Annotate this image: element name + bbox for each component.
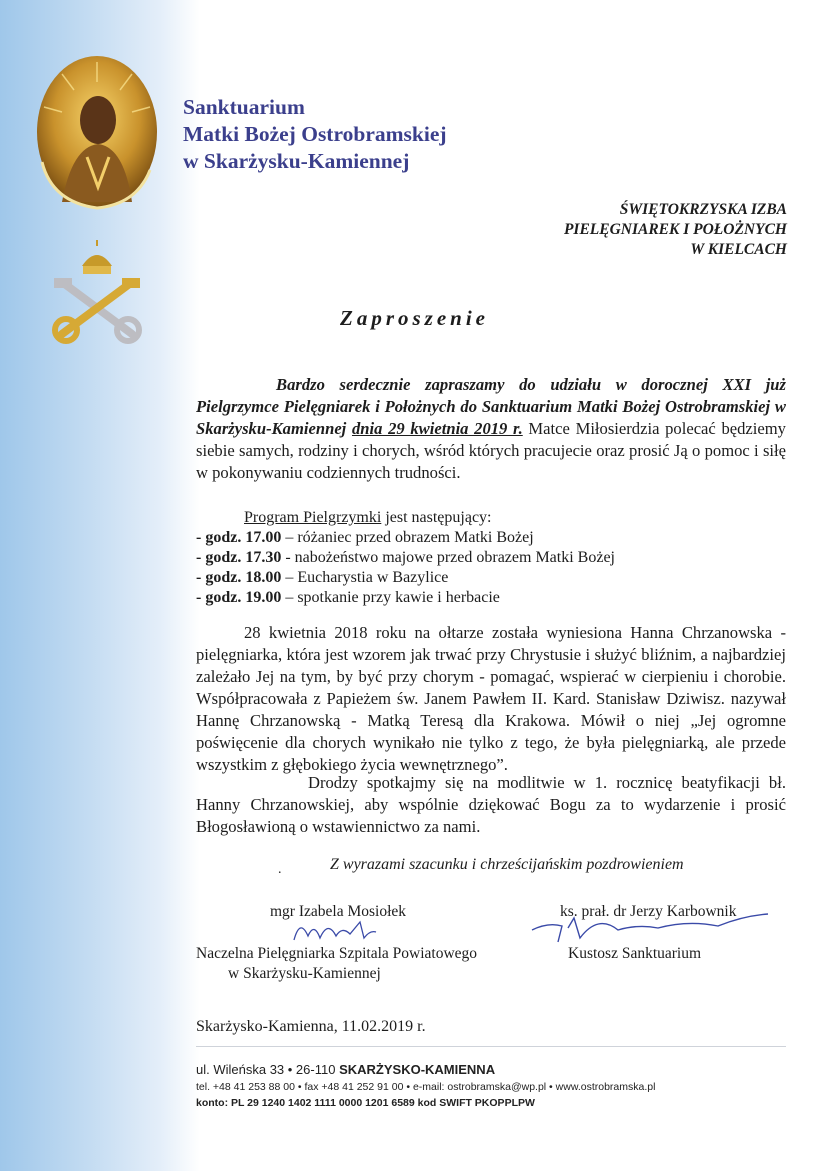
intro-paragraph — [196, 374, 786, 484]
signer-left-role1: Naczelna Pielęgniarka Szpitala Powiatowego — [196, 945, 478, 962]
place-date: Skarżysko-Kamienna, 11.02.2019 r. — [196, 1018, 426, 1035]
body-paragraph-1: 28 kwietnia 2018 roku na ołtarze została wyniesiona Hanna Chrzanowska - pielęgniarka, która jest wzorem jak trwać przy Chrystusie i służyć bliźnim, a najbardziej zależało Jej na tym, by być przy chorym - pomagać, wspierać w cierpieniu i chorobie. Współpracowała z Papieżem św. Janem Pawłem II. Kard. Stanisław Dziwisz. nazywał Hannę Chrzanowską - Matką Teresą dla Krakowa. Mówił o niej „Jej ogromne poświęcenie dla chorych wynikało nie tylko z tego, że była pielęgniarką, ale przede wszystkim z głębokiego życia wewnętrznego”. — [196, 623, 786, 774]
list-item — [196, 588, 756, 608]
program-desc: - nabożeństwo majowe przed obrazem Matki Bożej — [285, 549, 615, 566]
program-desc: – różaniec przed obrazem Matki Bożej — [285, 529, 534, 546]
letterhead-line1: Sanktuarium — [183, 95, 305, 119]
footer-account: konto: PL 29 1240 1402 1111 0000 1201 6589 kod SWIFT PKOPPLPW — [196, 1097, 535, 1109]
document-title: Zaproszenie — [340, 306, 489, 330]
letterhead-line3: w Skarżysku-Kamiennej — [183, 149, 410, 173]
program-time: - godz. 19.00 — [196, 589, 282, 606]
list-item — [196, 528, 756, 548]
body-paragraph-2: Drodzy spotkajmy się na modlitwie w 1. rocznicę beatyfikacji bł. Hanny Chrzanowskiej, aby wspólnie dziękować Bogu za to wydarzenie i prosić Błogosławioną o wstawiennictwo za nami. — [196, 773, 786, 836]
footer-divider — [196, 1046, 786, 1047]
recipient-line1: ŚWIĘTOKRZYSKA IZBA — [619, 201, 787, 218]
footer-address-city: SKARŻYSKO-KAMIENNA — [339, 1062, 496, 1077]
program-time: - godz. 17.00 — [196, 529, 282, 546]
list-item — [196, 568, 756, 588]
footer — [196, 1062, 655, 1109]
footer-address-street: ul. Wileńska 33 • 26-110 — [196, 1062, 336, 1077]
program-time: - godz. 18.00 — [196, 569, 282, 586]
program-time: - godz. 17.30 — [196, 549, 282, 566]
letterhead-title — [183, 94, 447, 175]
footer-address — [196, 1062, 655, 1077]
recipient-line2: PIELĘGNIAREK I POŁOŻNYCH — [563, 221, 787, 238]
program-list — [196, 508, 756, 608]
list-item — [196, 548, 756, 568]
signer-right-name: ks. prał. dr Jerzy Karbownik — [560, 903, 737, 920]
letterhead-line2: Matki Bożej Ostrobramskiej — [183, 122, 447, 146]
recipient-line3: W KIELCACH — [690, 241, 787, 258]
program-desc: – Eucharystia w Bazylice — [285, 569, 449, 586]
intro-rest: Matce Miłosierdzia polecać będziemy siebie samych, rodziny i chorych, wśród których pracujecie oraz prosić Ją o pomoc i siłę w pokonywaniu codziennych trudności. — [196, 419, 786, 482]
closing-dot: . — [278, 862, 282, 877]
program-heading-underlined: Program Pielgrzymki — [244, 509, 382, 526]
signer-left-role2: w Skarżysku-Kamiennej — [228, 965, 381, 982]
intro-date: dnia 29 kwietnia 2019 r. — [351, 419, 523, 438]
closing-salutation: Z wyrazami szacunku i chrześcijańskim pozdrowieniem — [330, 856, 684, 873]
madonna-icon — [32, 52, 162, 212]
intro-lead: Bardzo serdecznie zapraszamy do udziału w dorocznej XXI już Pielgrzymce Pielęgniarek i Położnych do Sanktuarium Matki Bożej Ostrobramskiej w Skarżysku-Kamiennej — [196, 375, 786, 438]
signature-left-mark — [290, 916, 380, 946]
signer-left-name: mgr Izabela Mosiołek — [270, 903, 407, 920]
signer-right-role: Kustosz Sanktuarium — [568, 945, 702, 962]
program-desc: – spotkanie przy kawie i herbacie — [285, 589, 500, 606]
footer-contact: tel. +48 41 253 88 00 • fax +48 41 252 91 00 • e-mail: ostrobramska@wp.pl • www.ostrobramska.pl — [196, 1081, 656, 1093]
program-heading — [196, 508, 756, 528]
program-heading-rest: jest następujący: — [385, 509, 492, 526]
signature-right-mark — [528, 908, 778, 948]
recipient-block — [564, 200, 787, 260]
